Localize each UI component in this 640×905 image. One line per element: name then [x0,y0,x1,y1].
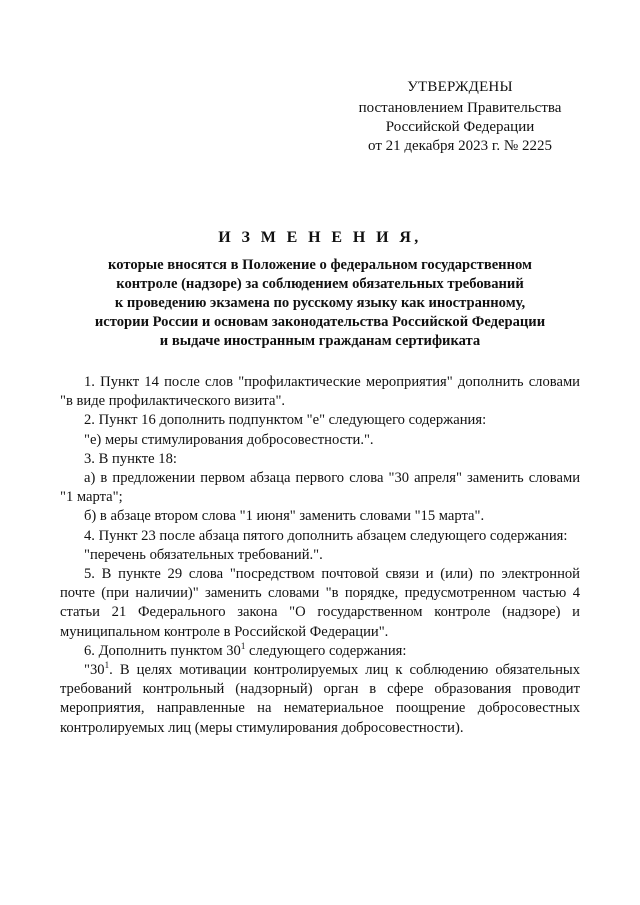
item-2-subitem-e: "е) меры стимулирования добросовестности.". [84,431,374,448]
approval-line-2: Российской Федерации [385,119,535,135]
new-point-prefix: "30 [84,662,105,679]
heading-line-5: и выдаче иностранным гражданам сертификата [159,333,481,349]
heading-line-2: контроле (надзоре) за соблюдением обязательных требований [116,276,524,292]
item-4-quote: "перечень обязательных требований.". [84,546,323,563]
item-3-subitem-a: а) в предложении первом абзаца первого слова "30 апреля" заменить словами "1 марта"; [60,470,580,506]
item-5: 5. В пункте 29 слова "посредством почтовой связи и (или) по электронной почте (при наличии)" заменить словами "в порядке, предусмотренном частью 4 статьи 21 Федерального закона "О государственном контроле (надзоре) и муниципальном контроле в Российской Федерации". [60,566,580,640]
document-title: И З М Е Н Е Н И Я, [218,229,422,246]
item-1: 1. Пункт 14 после слов "профилактические мероприятия" дополнить словами "в виде профилактического визита". [60,374,580,410]
approval-stamp [340,78,580,156]
item-3-subitem-b: б) в абзаце втором слова "1 июня" заменить словами "15 марта". [84,508,485,525]
item-2: 2. Пункт 16 дополнить подпунктом "е" следующего содержания: [84,412,487,429]
new-point-text: . В целях мотивации контролируемых лиц к соблюдению обязательных требований контрольный (надзорный) орган в сфере образования проводит мероприятия, направленные на нематериальное поощрение добросовестных контролируемых лиц (меры стимулирования добросовестности). [60,662,580,736]
item-6-suffix: следующего содержания: [245,642,407,659]
heading-line-1: которые вносятся в Положение о федеральном государственном [108,257,532,273]
heading-line-3: к проведению экзамена по русскому языку как иностранному, [114,295,526,311]
document-body [60,373,580,738]
approved-word: УТВЕРЖДЕНЫ [407,79,513,95]
item-6-superscript: 1 [240,640,246,651]
approval-line-1: постановлением Правительства [358,100,562,116]
item-6 [60,642,580,661]
heading-line-4: истории России и основам законодательства Российской Федерации [94,314,546,330]
document-heading [60,228,580,351]
item-6-new-point [60,661,580,738]
item-3: 3. В пункте 18: [84,450,177,467]
item-6-prefix: 6. Дополнить пунктом 30 [84,642,241,659]
new-point-superscript: 1 [104,660,110,671]
approval-line-3: от 21 декабря 2023 г. № 2225 [368,138,552,154]
item-4: 4. Пункт 23 после абзаца пятого дополнить абзацем следующего содержания: [84,527,568,544]
